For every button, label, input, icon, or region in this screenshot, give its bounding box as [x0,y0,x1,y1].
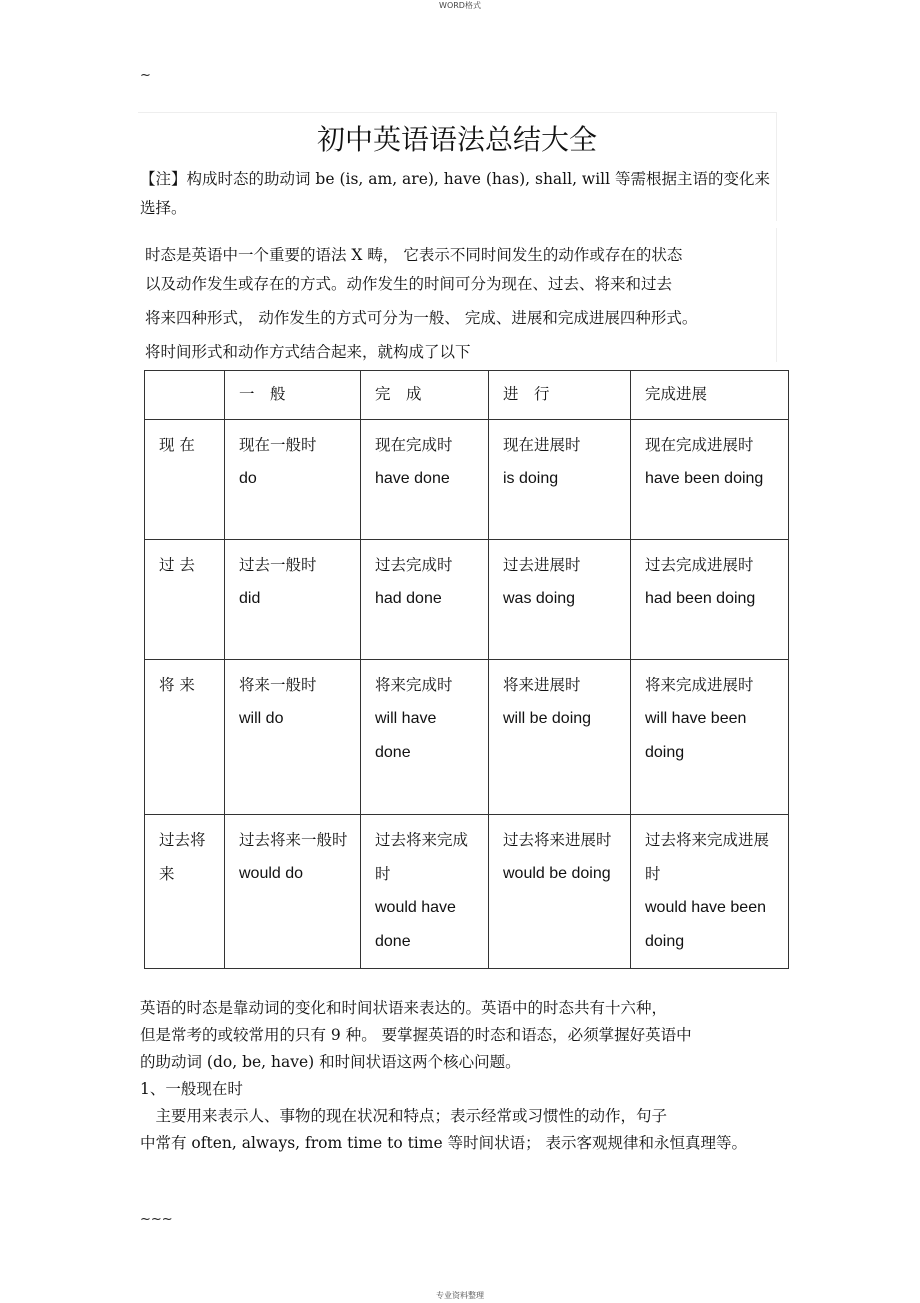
title-section [138,112,777,221]
tense-form: have been doing [645,470,764,487]
tense-form: do [239,470,257,487]
table-row [145,420,789,540]
table-cell [489,815,631,969]
table-cell [225,420,361,540]
tense-table [144,370,789,969]
page-header: WORD格式 [439,1,481,10]
top-mark: ~ [140,68,151,83]
summary-line: 但是常考的或较常用的只有 9 种。 要掌握英语的时态和语态，必须掌握好英语中 [140,1026,692,1044]
row-label: 过去将来 [145,815,225,969]
summary-paragraph [140,995,790,1157]
section-line: 中常有 often, always, from time to time 等时间状语； 表示客观规律和永恒真理等。 [140,1134,747,1152]
tense-form: was doing [503,590,576,607]
table-header-row [145,371,789,420]
tense-name: 过去一般时 [239,556,317,574]
table-cell [631,660,789,815]
tense-name: 过去进展时 [503,556,581,574]
intro-section [140,228,777,362]
tense-form: will do [239,710,284,727]
tense-form: will have done [375,710,437,761]
table-cell [361,540,489,660]
tense-name: 将来进展时 [503,676,581,694]
table-cell [489,540,631,660]
tense-form: had done [375,590,442,607]
table-cell [361,815,489,969]
tense-form: had been doing [645,590,756,607]
section-line: 主要用来表示人、事物的现在状况和特点；表示经常或习惯性的动作，句子 [140,1107,668,1125]
row-label: 现 在 [145,420,225,540]
tense-form: would have been doing [645,899,766,950]
tense-name: 将来完成时 [375,676,453,694]
tense-name: 过去完成进展时 [645,556,754,574]
table-cell [631,815,789,969]
page-footer: 专业资料整理 [436,1291,484,1300]
table-cell [225,660,361,815]
tense-name: 过去将来完成进展时 [645,831,770,883]
tense-form: is doing [503,470,559,487]
table-cell [361,660,489,815]
intro-line: 将来四种形式， 动作发生的方式可分为一般、 完成、进展和完成进展四种形式。 [145,309,698,327]
bottom-mark: ~~~ [140,1212,173,1227]
row-label: 将 来 [145,660,225,815]
tense-form: have done [375,470,450,487]
header-cell: 进 行 [489,371,631,420]
table-row [145,540,789,660]
row-label: 过 去 [145,540,225,660]
tense-name: 过去完成时 [375,556,453,574]
intro-line: 以及动作发生或存在的方式。动作发生的时间可分为现在、过去、将来和过去 [145,275,673,293]
tense-name: 将来完成进展时 [645,676,754,694]
tense-form: will be doing [503,710,592,727]
tense-name: 现在进展时 [503,436,581,454]
tense-form: would do [239,865,304,882]
tense-form: would have done [375,899,456,950]
table-cell [489,660,631,815]
tense-name: 将来一般时 [239,676,317,694]
table-cell [631,420,789,540]
tense-form: will have been doing [645,710,747,761]
note-paragraph: 【注】构成时态的助动词 be (is, am, are), have (has), shall, will 等需根据主语的变化来选择。 [140,170,770,217]
page-title: 初中英语语法总结大全 [316,123,597,156]
header-cell: 完 成 [361,371,489,420]
tense-form: did [239,590,261,607]
tense-name: 过去将来完成时 [375,831,469,883]
tense-name: 过去将来进展时 [503,831,612,849]
tense-name: 过去将来一般时 [239,831,348,849]
table-cell [631,540,789,660]
summary-line: 的助动词 (do, be, have) 和时间状语这两个核心问题。 [140,1053,521,1071]
table-row [145,815,789,969]
header-cell [145,371,225,420]
section-heading: 1、一般现在时 [140,1080,243,1098]
header-cell: 一 般 [225,371,361,420]
tense-form: would be doing [503,865,611,882]
summary-line: 英语的时态是靠动词的变化和时间状语来表达的。英语中的时态共有十六种， [140,999,668,1017]
intro-line: 时态是英语中一个重要的语法 X 畴， 它表示不同时间发生的动作或存在的状态 [145,246,683,264]
table-cell [225,540,361,660]
table-cell [489,420,631,540]
header-cell: 完成进展 [631,371,789,420]
table-cell [225,815,361,969]
intro-line: 将时间形式和动作方式结合起来，就构成了以下 [145,343,471,361]
table-cell [361,420,489,540]
tense-name: 现在完成时 [375,436,453,454]
tense-name: 现在一般时 [239,436,317,454]
tense-name: 现在完成进展时 [645,436,754,454]
table-row [145,660,789,815]
